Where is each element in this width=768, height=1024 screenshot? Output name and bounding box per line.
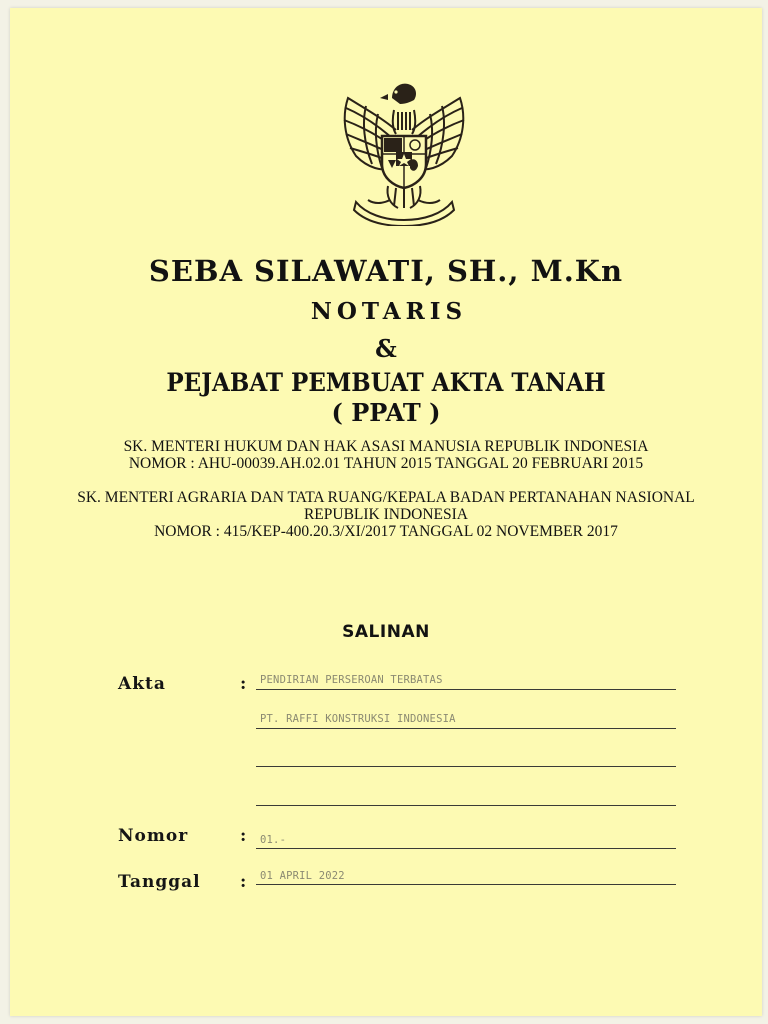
decree-atr-bpn [10, 489, 762, 540]
nomor-colon: : [240, 826, 247, 846]
decree-kemenkumham [10, 438, 762, 472]
tanggal-value: 01 APRIL 2022 [260, 870, 345, 882]
akta-rule-1 [256, 689, 676, 690]
akta-rule-4 [256, 805, 676, 806]
garuda-emblem-icon [326, 68, 482, 226]
title-ppat: PEJABAT PEMBUAT AKTA TANAH [166, 368, 606, 397]
nomor-label: Nomor [118, 826, 189, 846]
nomor-value: 01.- [260, 834, 287, 846]
akta-rule-2 [256, 728, 676, 729]
decree-1-line-1: SK. MENTERI HUKUM DAN HAK ASASI MANUSIA REPUBLIK INDONESIA [123, 438, 649, 455]
tanggal-colon: : [240, 872, 247, 892]
decree-2-line-1: SK. MENTERI AGRARIA DAN TATA RUANG/KEPALA BADAN PERTANAHAN NASIONAL [77, 489, 695, 506]
ampersand: & [375, 334, 397, 363]
document-cover [10, 8, 762, 1016]
akta-label: Akta [118, 674, 166, 694]
title-notaris: NOTARIS [310, 298, 468, 325]
decree-1-line-2: NOMOR : AHU-00039.AH.02.01 TAHUN 2015 TANGGAL 20 FEBRUARI 2015 [128, 455, 644, 472]
akta-colon: : [240, 674, 247, 694]
document-type: SALINAN [342, 622, 430, 642]
decree-2-line-3: NOMOR : 415/KEP-400.20.3/XI/2017 TANGGAL 02 NOVEMBER 2017 [154, 523, 618, 540]
notary-name: SEBA SILAWATI, SH., M.Kn [148, 254, 624, 288]
akta-value-line-1: PENDIRIAN PERSEROAN TERBATAS [260, 674, 443, 686]
tanggal-label: Tanggal [118, 872, 201, 892]
akta-value-line-2: PT. RAFFI KONSTRUKSI INDONESIA [260, 713, 456, 725]
decree-2-line-2: REPUBLIK INDONESIA [303, 506, 469, 523]
akta-rule-3 [256, 766, 676, 767]
ppat-abbreviation: ( PPAT ) [331, 398, 441, 427]
nomor-rule [256, 848, 676, 849]
tanggal-rule [256, 884, 676, 885]
